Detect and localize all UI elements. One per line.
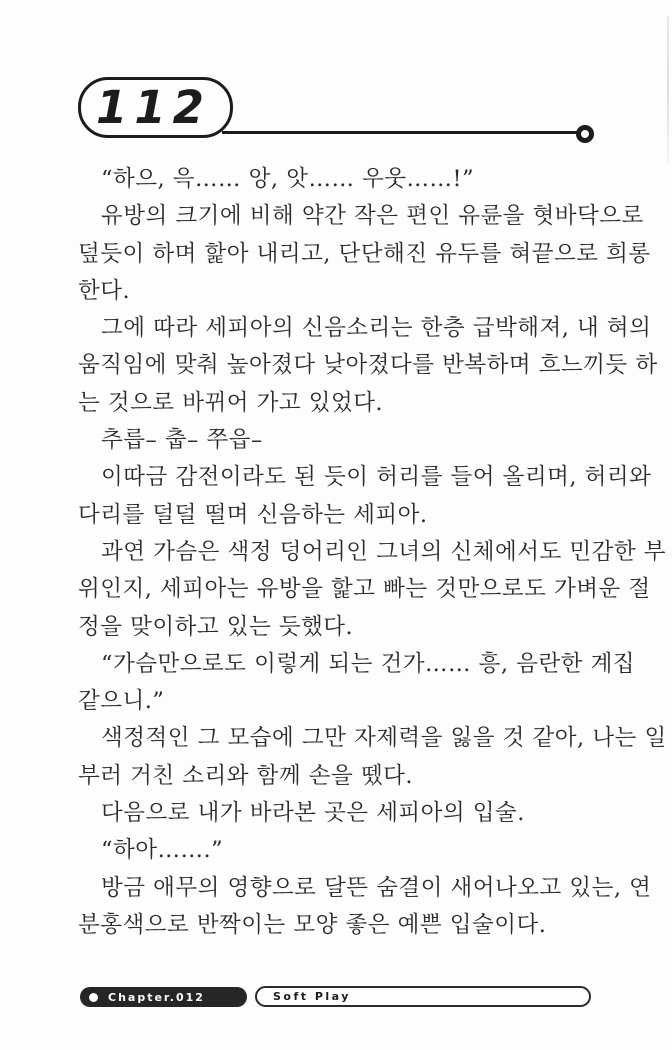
text-line: 다음으로 내가 바라본 곳은 세피아의 입술. [101, 800, 525, 827]
text-line: 움직임에 맞춰 높아졌다 낮아졌다를 반복하며 흐느끼듯 하 [78, 352, 658, 379]
page-number-badge [78, 77, 233, 138]
text-line: 위인지, 세피아는 유방을 핥고 빠는 것만으로도 가벼운 절 [78, 576, 651, 603]
page-number: 112 [96, 81, 211, 134]
text-line: 방금 애무의 영향으로 달뜬 숨결이 새어나오고 있는, 연 [101, 874, 652, 901]
section-title-label: Soft Play [273, 990, 351, 1003]
text-line: 한다. [78, 277, 131, 304]
bullet-dot-icon [89, 993, 98, 1002]
text-line: “하아…….” [101, 837, 224, 864]
text-line: 같으니.” [78, 688, 165, 715]
section-title-badge [255, 986, 591, 1007]
chapter-badge [80, 987, 247, 1007]
rule-end-ring-icon [576, 125, 594, 143]
text-line: 분홍색으로 반짝이는 모양 좋은 예쁜 입술이다. [78, 911, 547, 938]
header-rule [222, 131, 578, 134]
text-line: 덮듯이 하며 핥아 내리고, 단단해진 유두를 혀끝으로 희롱 [78, 240, 651, 267]
text-line: 유방의 크기에 비해 약간 작은 편인 유륜을 혓바닥으로 [101, 203, 644, 230]
text-line: 과연 가슴은 색정 덩어리인 그녀의 신체에서도 민감한 부 [101, 538, 666, 565]
text-line: 다리를 덜덜 떨며 신음하는 세피아. [78, 501, 428, 528]
page-edge-scan-artifact [667, 16, 669, 164]
chapter-label: Chapter.012 [108, 990, 205, 1004]
text-line: 정을 맞이하고 있는 듯했다. [78, 613, 354, 640]
text-line: 그에 따라 세피아의 신음소리는 한층 급박해져, 내 혀의 [101, 315, 652, 342]
text-line: 이따금 감전이라도 된 듯이 허리를 들어 올리며, 허리와 [101, 464, 652, 491]
body-text [78, 161, 667, 944]
text-line: “하으, 윽…… 앙, 앗…… 우웃……!” [101, 166, 475, 192]
text-line: 는 것으로 바뀌어 가고 있었다. [78, 389, 384, 416]
text-line: 색정적인 그 모습에 그만 자제력을 잃을 것 같아, 나는 일 [101, 725, 667, 752]
text-line: 추릅– 춥– 쭈읍– [101, 427, 263, 454]
text-line: “가슴만으로도 이렇게 되는 건가…… 흥, 음란한 계집 [101, 650, 636, 677]
text-line: 부러 거친 소리와 함께 손을 뗐다. [78, 762, 413, 789]
